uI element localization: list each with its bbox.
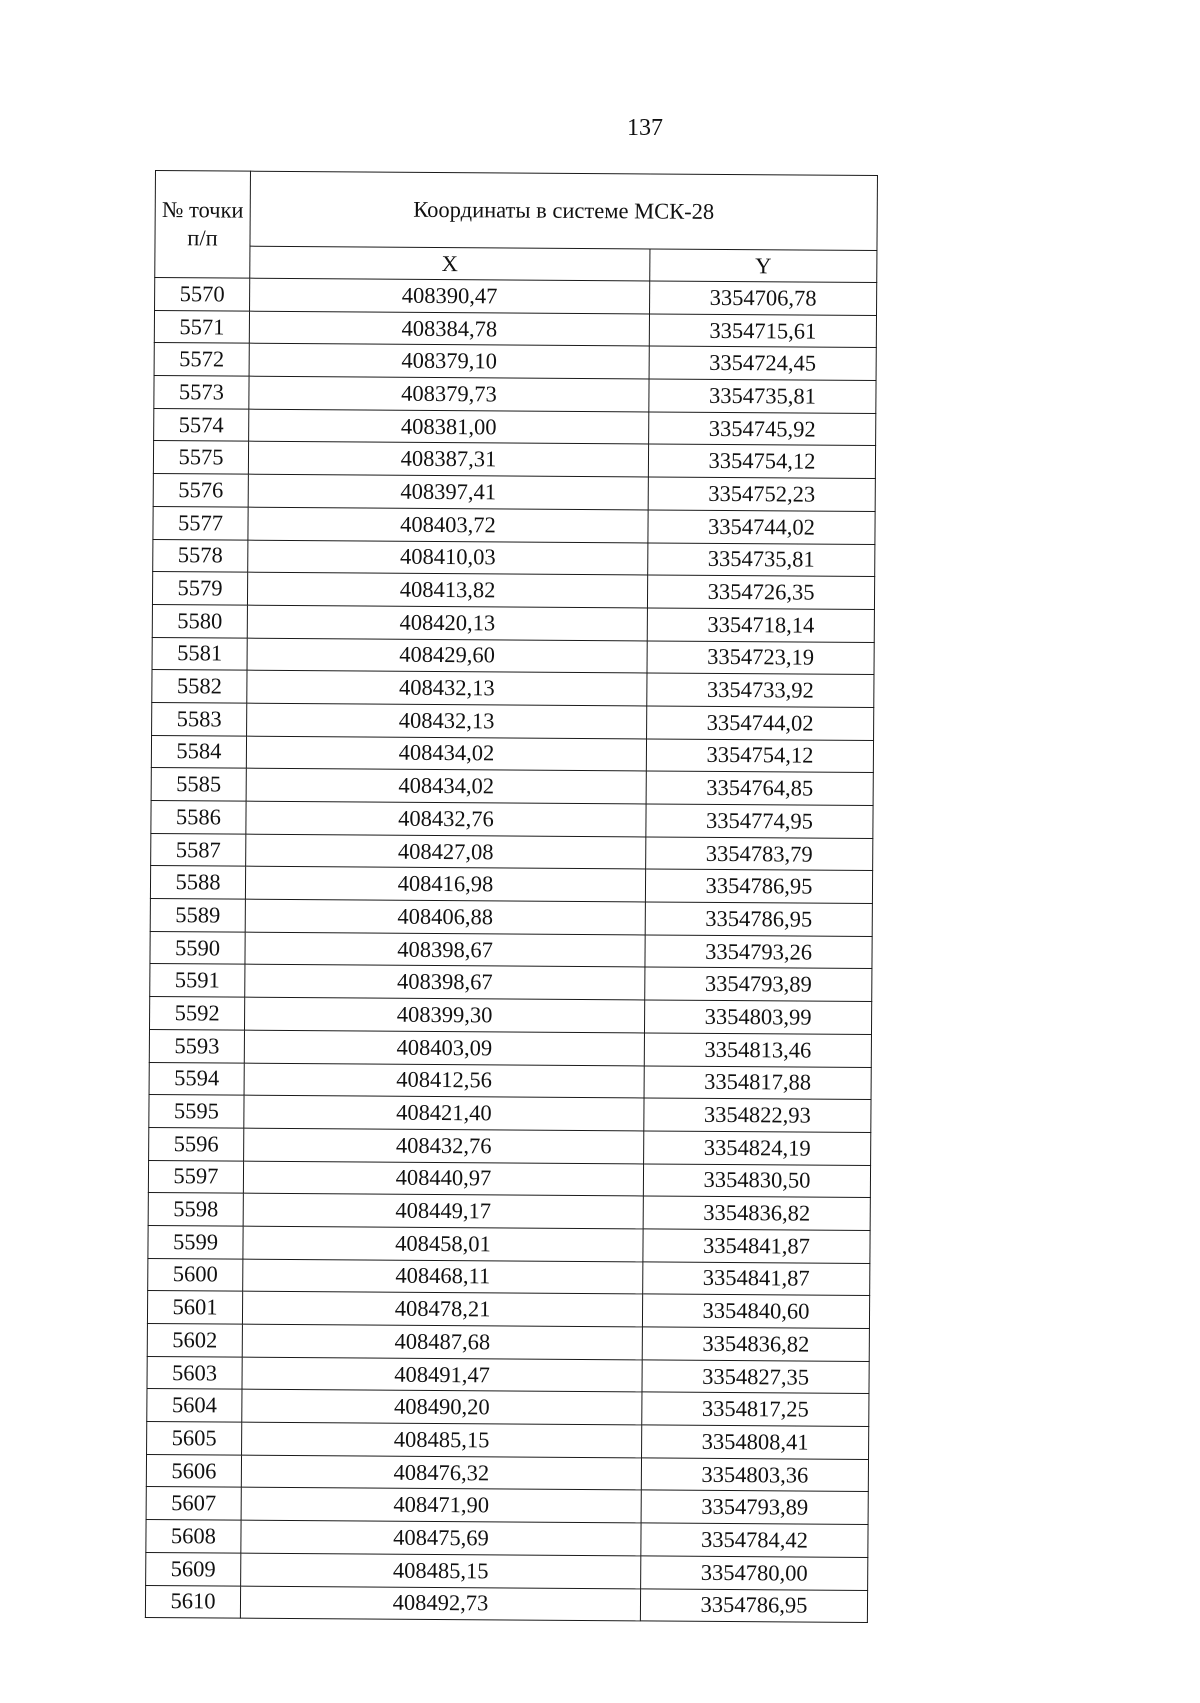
y-coordinate-cell: 3354803,36 bbox=[641, 1458, 868, 1492]
x-coordinate-cell: 408475,69 bbox=[241, 1520, 641, 1555]
table-row bbox=[154, 343, 876, 381]
point-number-cell: 5585 bbox=[151, 768, 246, 801]
x-column-header: X bbox=[250, 246, 650, 281]
table-row bbox=[151, 735, 873, 773]
x-coordinate-cell: 408420,13 bbox=[247, 605, 647, 640]
point-number-cell: 5598 bbox=[148, 1193, 243, 1226]
point-number-cell: 5601 bbox=[147, 1291, 242, 1324]
y-coordinate-cell: 3354744,02 bbox=[648, 510, 875, 544]
point-number-cell: 5581 bbox=[152, 637, 247, 670]
x-coordinate-cell: 408476,32 bbox=[241, 1455, 641, 1490]
point-number-cell: 5608 bbox=[146, 1520, 241, 1553]
table-row bbox=[146, 1454, 868, 1492]
table-row bbox=[149, 1127, 871, 1165]
point-number-cell: 5577 bbox=[153, 506, 248, 539]
table-row bbox=[152, 604, 874, 642]
point-number-cell: 5589 bbox=[150, 899, 245, 932]
x-coordinate-cell: 408485,15 bbox=[241, 1553, 641, 1588]
x-coordinate-cell: 408416,98 bbox=[245, 867, 645, 902]
table-row bbox=[149, 1029, 871, 1067]
table-row bbox=[147, 1291, 869, 1329]
x-coordinate-cell: 408399,30 bbox=[244, 997, 644, 1032]
table-row bbox=[155, 278, 877, 316]
y-coordinate-cell: 3354840,60 bbox=[642, 1294, 869, 1328]
y-coordinate-cell: 3354841,87 bbox=[643, 1229, 870, 1263]
point-number-cell: 5583 bbox=[152, 702, 247, 735]
x-coordinate-cell: 408432,13 bbox=[247, 703, 647, 738]
x-coordinate-cell: 408427,08 bbox=[246, 834, 646, 869]
table-row bbox=[149, 1062, 871, 1100]
point-number-cell: 5605 bbox=[147, 1422, 242, 1455]
coordinates-caption-header: Координаты в системе МСК-28 bbox=[250, 171, 878, 250]
table-row bbox=[147, 1422, 869, 1460]
point-number-cell: 5571 bbox=[154, 310, 249, 343]
y-coordinate-cell: 3354786,95 bbox=[640, 1588, 867, 1622]
x-coordinate-cell: 408492,73 bbox=[240, 1586, 640, 1621]
y-coordinate-cell: 3354780,00 bbox=[641, 1556, 868, 1590]
point-number-header: № точки п/п bbox=[155, 171, 251, 279]
y-coordinate-cell: 3354793,26 bbox=[645, 935, 872, 969]
table-body bbox=[145, 171, 877, 1623]
y-coordinate-cell: 3354822,93 bbox=[644, 1098, 871, 1132]
y-coordinate-cell: 3354803,99 bbox=[644, 1000, 871, 1034]
table-row bbox=[152, 670, 874, 708]
y-coordinate-cell: 3354783,79 bbox=[646, 837, 873, 871]
header-row-top bbox=[155, 171, 878, 251]
point-number-cell: 5582 bbox=[152, 670, 247, 703]
y-coordinate-cell: 3354827,35 bbox=[642, 1360, 869, 1394]
table-row bbox=[150, 866, 872, 904]
point-number-cell: 5597 bbox=[148, 1160, 243, 1193]
table-row bbox=[150, 899, 872, 937]
point-number-cell: 5600 bbox=[148, 1258, 243, 1291]
point-number-cell: 5602 bbox=[147, 1323, 242, 1356]
point-number-cell: 5574 bbox=[154, 408, 249, 441]
x-coordinate-cell: 408398,67 bbox=[245, 932, 645, 967]
table-row bbox=[145, 1585, 867, 1623]
x-coordinate-cell: 408432,13 bbox=[247, 670, 647, 705]
point-number-cell: 5587 bbox=[151, 833, 246, 866]
x-coordinate-cell: 408485,15 bbox=[242, 1422, 642, 1457]
point-number-cell: 5603 bbox=[147, 1356, 242, 1389]
x-coordinate-cell: 408491,47 bbox=[242, 1357, 642, 1392]
table-row bbox=[148, 1160, 870, 1198]
y-coordinate-cell: 3354752,23 bbox=[648, 477, 875, 511]
point-number-cell: 5595 bbox=[149, 1095, 244, 1128]
x-coordinate-cell: 408384,78 bbox=[249, 311, 649, 346]
point-number-cell: 5609 bbox=[146, 1552, 241, 1585]
point-number-cell: 5576 bbox=[153, 474, 248, 507]
table-row bbox=[147, 1389, 869, 1427]
table-row bbox=[152, 637, 874, 675]
x-coordinate-cell: 408390,47 bbox=[250, 278, 650, 313]
y-coordinate-cell: 3354793,89 bbox=[641, 1490, 868, 1524]
point-number-cell: 5607 bbox=[146, 1487, 241, 1520]
point-number-cell: 5575 bbox=[153, 441, 248, 474]
point-number-cell: 5592 bbox=[150, 997, 245, 1030]
x-coordinate-cell: 408429,60 bbox=[247, 638, 647, 673]
point-number-cell: 5570 bbox=[155, 278, 250, 311]
y-coordinate-cell: 3354813,46 bbox=[644, 1033, 871, 1067]
y-coordinate-cell: 3354817,88 bbox=[644, 1065, 871, 1099]
x-coordinate-cell: 408410,03 bbox=[248, 540, 648, 575]
table-row bbox=[147, 1356, 869, 1394]
y-coordinate-cell: 3354830,50 bbox=[643, 1163, 870, 1197]
y-coordinate-cell: 3354735,81 bbox=[648, 542, 875, 576]
table-row bbox=[154, 310, 876, 348]
y-coordinate-cell: 3354744,02 bbox=[647, 706, 874, 740]
table-row bbox=[150, 964, 872, 1002]
table-row bbox=[151, 800, 873, 838]
table-row bbox=[146, 1520, 868, 1558]
y-coordinate-cell: 3354836,82 bbox=[643, 1196, 870, 1230]
table-row bbox=[151, 768, 873, 806]
x-coordinate-cell: 408406,88 bbox=[245, 899, 645, 934]
x-coordinate-cell: 408387,31 bbox=[248, 442, 648, 477]
x-coordinate-cell: 408379,10 bbox=[249, 344, 649, 379]
x-coordinate-cell: 408397,41 bbox=[248, 474, 648, 509]
x-coordinate-cell: 408403,09 bbox=[244, 1030, 644, 1065]
x-coordinate-cell: 408421,40 bbox=[244, 1095, 644, 1130]
header-row-axes bbox=[155, 246, 877, 283]
x-coordinate-cell: 408487,68 bbox=[242, 1324, 642, 1359]
table-row bbox=[146, 1552, 868, 1590]
y-coordinate-cell: 3354724,45 bbox=[649, 346, 876, 380]
y-coordinate-cell: 3354733,92 bbox=[647, 673, 874, 707]
point-number-cell: 5599 bbox=[148, 1225, 243, 1258]
table-row bbox=[151, 833, 873, 871]
table-row bbox=[148, 1258, 870, 1296]
x-coordinate-cell: 408434,02 bbox=[246, 768, 646, 803]
coordinates-table bbox=[145, 170, 878, 1623]
x-coordinate-cell: 408471,90 bbox=[241, 1488, 641, 1523]
y-coordinate-cell: 3354726,35 bbox=[647, 575, 874, 609]
y-coordinate-cell: 3354793,89 bbox=[645, 967, 872, 1001]
x-coordinate-cell: 408440,97 bbox=[243, 1161, 643, 1196]
y-coordinate-cell: 3354774,95 bbox=[646, 804, 873, 838]
y-coordinate-cell: 3354786,95 bbox=[645, 902, 872, 936]
point-number-cell: 5606 bbox=[146, 1454, 241, 1487]
y-coordinate-cell: 3354786,95 bbox=[645, 869, 872, 903]
x-coordinate-cell: 408403,72 bbox=[248, 507, 648, 542]
x-coordinate-cell: 408434,02 bbox=[246, 736, 646, 771]
table-row bbox=[146, 1487, 868, 1525]
x-coordinate-cell: 408449,17 bbox=[243, 1193, 643, 1228]
point-number-cell: 5588 bbox=[150, 866, 245, 899]
point-number-cell: 5610 bbox=[145, 1585, 240, 1618]
y-coordinate-cell: 3354784,42 bbox=[641, 1523, 868, 1557]
point-number-cell: 5580 bbox=[152, 604, 247, 637]
y-column-header: Y bbox=[650, 249, 877, 283]
table-row bbox=[153, 474, 875, 512]
table-row bbox=[154, 408, 876, 446]
x-coordinate-cell: 408379,73 bbox=[249, 376, 649, 411]
y-coordinate-cell: 3354841,87 bbox=[643, 1262, 870, 1296]
y-coordinate-cell: 3354754,12 bbox=[648, 444, 875, 478]
y-coordinate-cell: 3354735,81 bbox=[649, 379, 876, 413]
y-coordinate-cell: 3354706,78 bbox=[650, 281, 877, 315]
point-number-cell: 5593 bbox=[149, 1029, 244, 1062]
point-number-cell: 5591 bbox=[150, 964, 245, 997]
table-row bbox=[148, 1225, 870, 1263]
point-number-cell: 5584 bbox=[151, 735, 246, 768]
table-row bbox=[150, 931, 872, 969]
point-number-cell: 5572 bbox=[154, 343, 249, 376]
y-coordinate-cell: 3354817,25 bbox=[642, 1392, 869, 1426]
point-number-cell: 5573 bbox=[154, 376, 249, 409]
y-coordinate-cell: 3354715,61 bbox=[649, 314, 876, 348]
x-coordinate-cell: 408468,11 bbox=[243, 1259, 643, 1294]
table-row bbox=[152, 702, 874, 740]
x-coordinate-cell: 408458,01 bbox=[243, 1226, 643, 1261]
x-coordinate-cell: 408412,56 bbox=[244, 1063, 644, 1098]
point-number-cell: 5596 bbox=[149, 1127, 244, 1160]
point-number-cell: 5594 bbox=[149, 1062, 244, 1095]
x-coordinate-cell: 408478,21 bbox=[242, 1291, 642, 1326]
x-coordinate-cell: 408432,76 bbox=[244, 1128, 644, 1163]
y-coordinate-cell: 3354723,19 bbox=[647, 641, 874, 675]
x-coordinate-cell: 408398,67 bbox=[245, 965, 645, 1000]
point-number-cell: 5578 bbox=[153, 539, 248, 572]
table-row bbox=[153, 539, 875, 577]
table-row bbox=[153, 506, 875, 544]
point-number-cell: 5579 bbox=[152, 572, 247, 605]
y-coordinate-cell: 3354754,12 bbox=[646, 739, 873, 773]
table-row bbox=[153, 441, 875, 479]
y-coordinate-cell: 3354764,85 bbox=[646, 771, 873, 805]
page-number: 137 bbox=[627, 115, 663, 141]
point-number-cell: 5586 bbox=[151, 800, 246, 833]
table-row bbox=[149, 1095, 871, 1133]
y-coordinate-cell: 3354836,82 bbox=[642, 1327, 869, 1361]
point-number-cell: 5590 bbox=[150, 931, 245, 964]
table-row bbox=[147, 1323, 869, 1361]
table-row bbox=[148, 1193, 870, 1231]
x-coordinate-cell: 408432,76 bbox=[246, 801, 646, 836]
y-coordinate-cell: 3354808,41 bbox=[642, 1425, 869, 1459]
x-coordinate-cell: 408381,00 bbox=[249, 409, 649, 444]
table-row bbox=[154, 376, 876, 414]
x-coordinate-cell: 408413,82 bbox=[247, 572, 647, 607]
x-coordinate-cell: 408490,20 bbox=[242, 1390, 642, 1425]
table-row bbox=[150, 997, 872, 1035]
table-row bbox=[152, 572, 874, 610]
point-number-cell: 5604 bbox=[147, 1389, 242, 1422]
y-coordinate-cell: 3354718,14 bbox=[647, 608, 874, 642]
y-coordinate-cell: 3354745,92 bbox=[649, 412, 876, 446]
y-coordinate-cell: 3354824,19 bbox=[644, 1131, 871, 1165]
